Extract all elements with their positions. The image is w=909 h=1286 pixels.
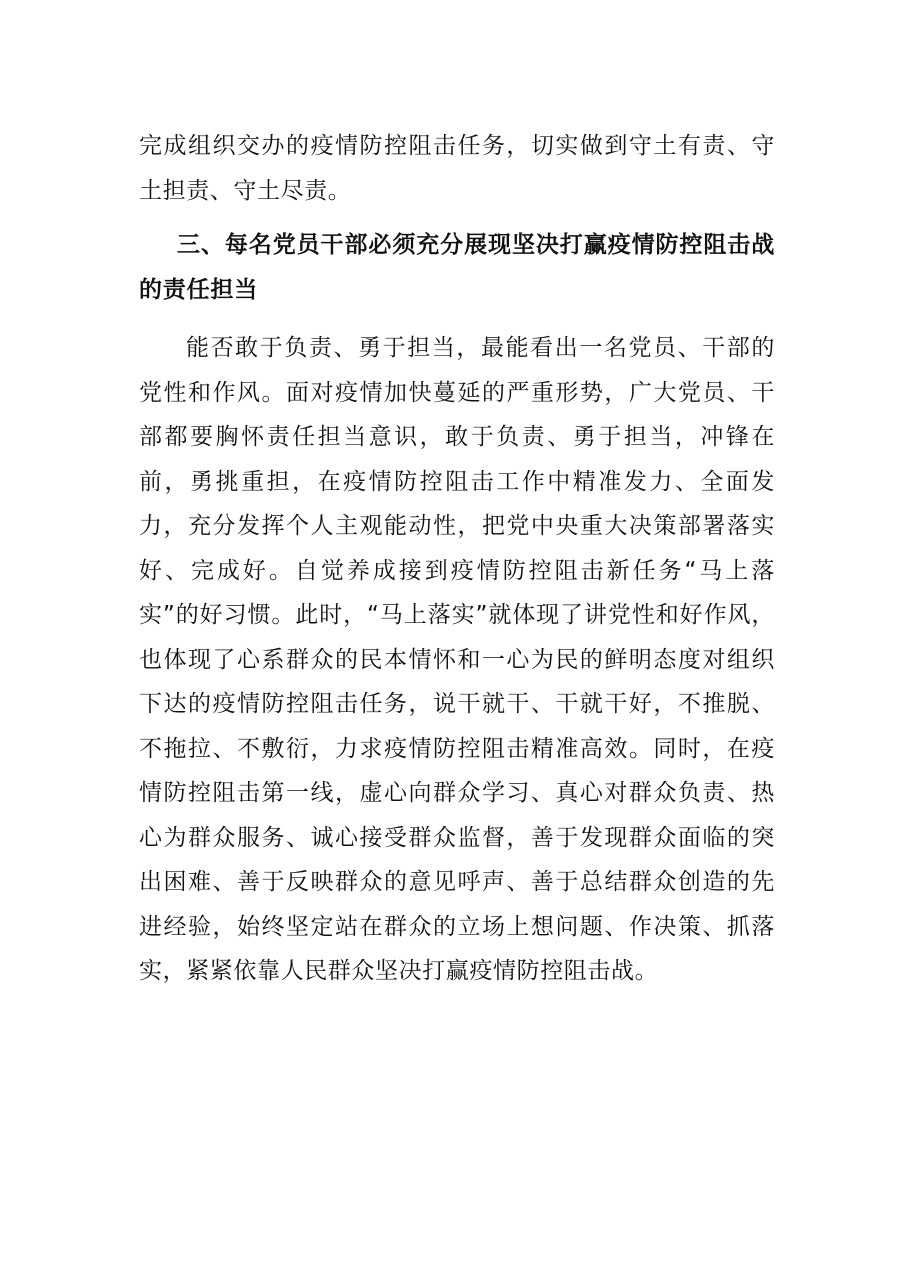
section-heading-3: 三、每名党员干部必须充分展现坚决打赢疫情防控阻击战的责任担当 xyxy=(139,232,775,303)
paragraph-responsibility: 能否敢于负责、勇于担当，最能看出一名党员、干部的党性和作风。面对疫情加快蔓延的严重形势，广大党员、干部都要胸怀责任担当意识，敢于负责、勇于担当，冲锋在前，勇挑重担，在疫情防控阻击工作中精准发力、全面发力，充分发挥个人主观能动性，把党中央重大决策部署落实好、完成好。自觉养成接到疫情防控阻击新任务“马上落实”的好习惯。此时，“马上落实”就体现了讲党性和好作风，也体现了心系群众的民本情怀和一心为民的鲜明态度对组织下达的疫情防控阻击任务，说干就干、干就干好，不推脱、不拖拉、不敷衍，力求疫情防控阻击精准高效。同时，在疫情防控阻击第一线，虚心向群众学习、真心对群众负责、热心为群众服务、诚心接受群众监督，善于发现群众面临的突出困难、善于反映群众的意见呼声、善于总结群众创造的先进经验，始终坚定站在群众的立场上想问题、作决策、抓落实，紧紧依靠人民群众坚决打赢疫情防控阻击战。 xyxy=(139,335,775,984)
document-body xyxy=(139,124,775,994)
paragraph-continuation: 完成组织交办的疫情防控阻击任务，切实做到守土有责、守土担责、守土尽责。 xyxy=(139,133,775,204)
